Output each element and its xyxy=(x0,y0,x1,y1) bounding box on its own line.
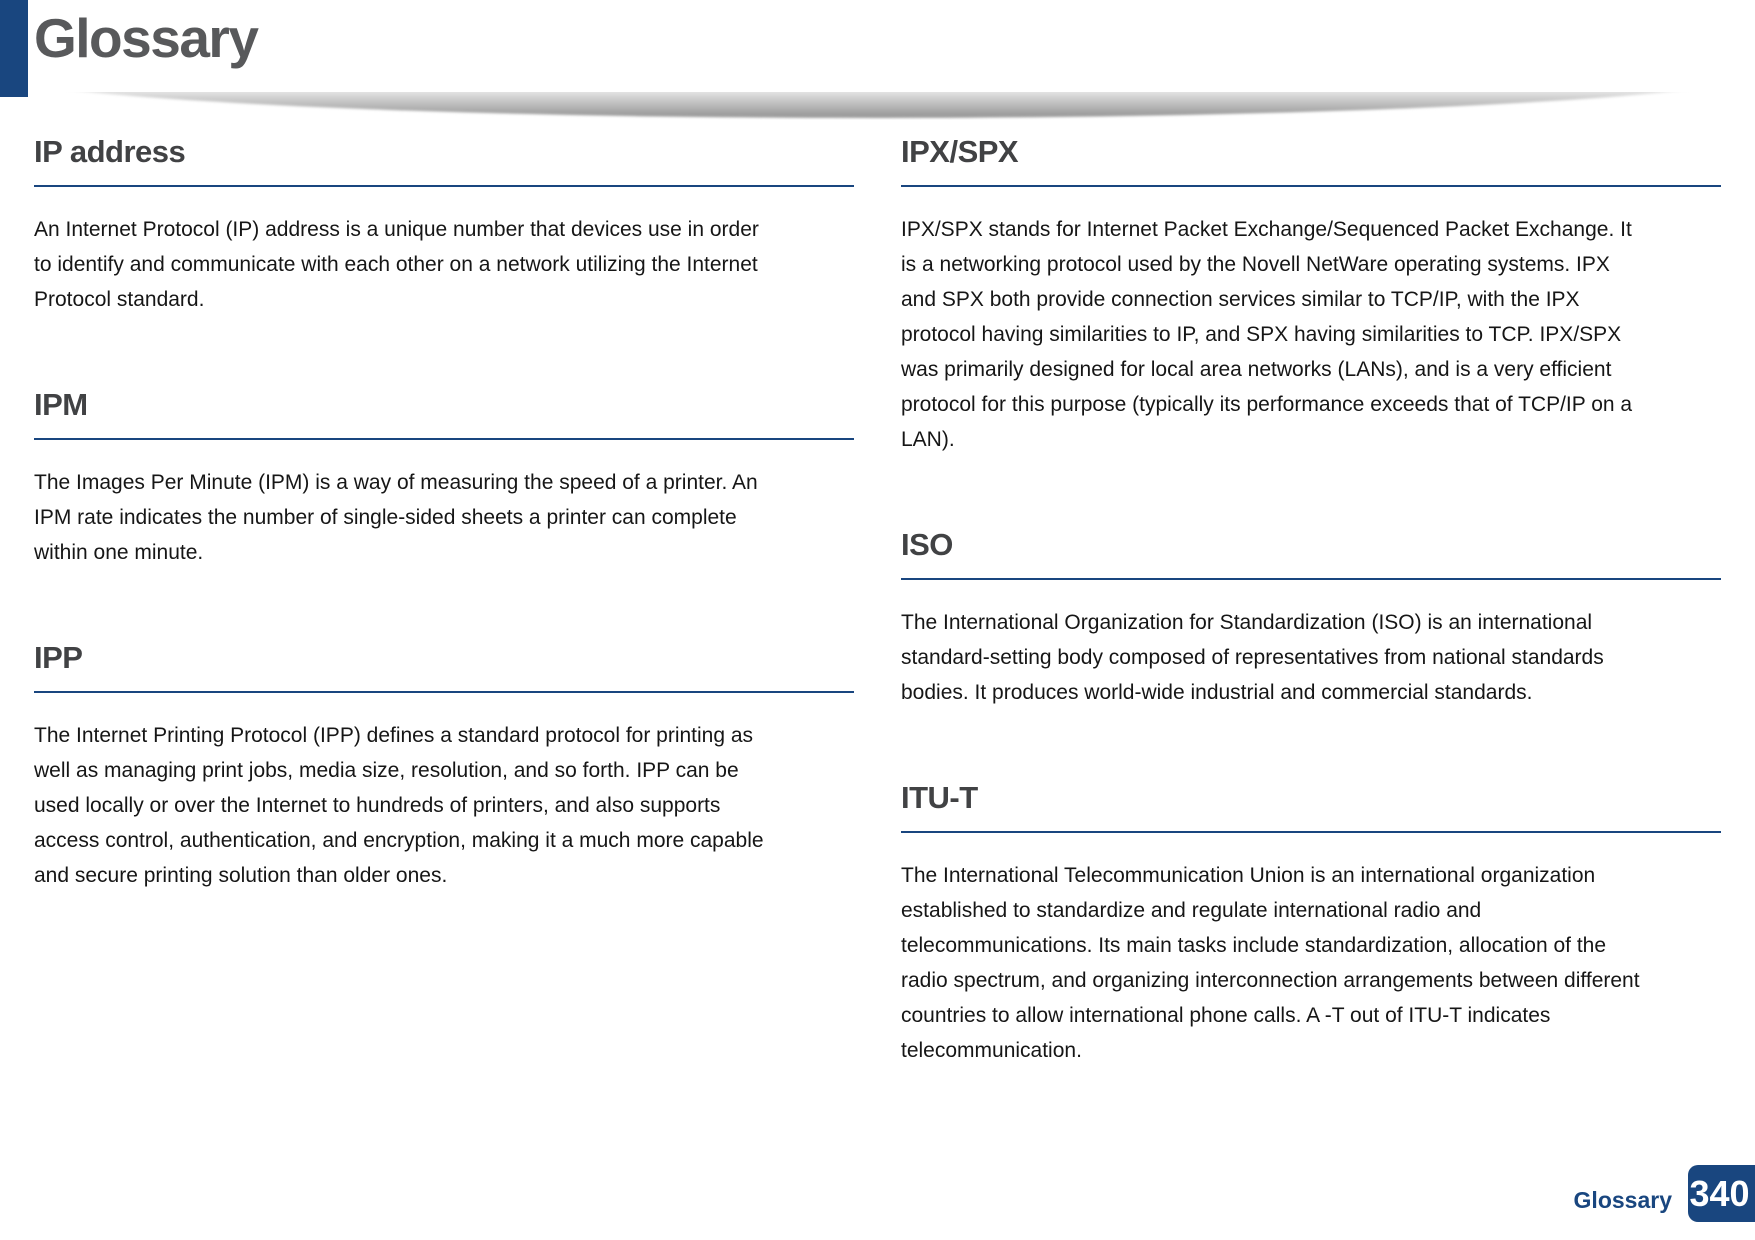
header-swoosh xyxy=(0,92,1755,120)
term-definition: IPX/SPX stands for Internet Packet Exchange/Sequenced Packet Exchange. It is a networking protocol used by the Novell NetWare operating systems. IPX and SPX both provide connection services similar to TCP/IP, with the IPX protocol having similarities to IP, and SPX having similarities to TCP. IPX/SPX was primarily designed for local area networks (LANs), and is a very efficient protocol for this purpose (typically its performance exceeds that of TCP/IP on a LAN). xyxy=(901,218,1633,451)
term-definition: The International Telecommunication Union is an international organization established to standardize and regulate international radio and telecommunications. Its main tasks include standardization, allocation of the radio spectrum, and organizing interconnection arrangements between different countries to allow international phone calls. A -T out of ITU-T indicates telecommunication. xyxy=(901,864,1640,1062)
glossary-content xyxy=(0,120,1755,1068)
term-heading: IPX/SPX xyxy=(901,134,1019,169)
glossary-entry-itu-t xyxy=(901,780,1721,1068)
page-number-badge xyxy=(1688,1165,1755,1222)
page-header xyxy=(0,0,1755,120)
term-heading: ISO xyxy=(901,527,953,562)
term-definition: An Internet Protocol (IP) address is a unique number that devices use in order to identify and communicate with each other on a network utilizing the Internet Protocol standard. xyxy=(34,218,759,311)
term-definition: The Internet Printing Protocol (IPP) defines a standard protocol for printing as well as managing print jobs, media size, resolution, and so forth. IPP can be used locally or over the Internet to hundreds of printers, and also supports access control, authentication, and encryption, making it a much more capable and secure printing solution than older ones. xyxy=(34,724,764,887)
page-title: Glossary xyxy=(34,7,258,69)
term-heading: IPP xyxy=(34,640,83,675)
glossary-entry-ipm xyxy=(34,387,854,570)
term-rule xyxy=(34,185,854,187)
page-number: 340 xyxy=(1689,1172,1750,1214)
term-rule xyxy=(34,438,854,440)
term-heading: IP address xyxy=(34,134,186,169)
term-definition: The Images Per Minute (IPM) is a way of measuring the speed of a printer. An IPM rate indicates the number of single-sided sheets a printer can complete within one minute. xyxy=(34,471,758,564)
term-heading: IPM xyxy=(34,387,88,422)
term-definition: The International Organization for Standardization (ISO) is an international standard-setting body composed of representatives from national standards bodies. It produces world-wide industrial and commercial standards. xyxy=(901,611,1604,704)
glossary-column-left xyxy=(34,134,854,1068)
term-rule xyxy=(901,578,1721,580)
term-rule xyxy=(34,691,854,693)
accent-bar xyxy=(0,0,28,97)
header-swoosh-gradient xyxy=(0,92,1755,118)
glossary-entry-iso xyxy=(901,527,1721,710)
footer-section-label: Glossary xyxy=(1573,1187,1672,1213)
glossary-entry-ipx-spx xyxy=(901,134,1721,457)
term-rule xyxy=(901,185,1721,187)
term-rule xyxy=(901,831,1721,833)
term-heading: ITU-T xyxy=(901,780,978,815)
glossary-entry-ip-address xyxy=(34,134,854,317)
glossary-entry-ipp xyxy=(34,640,854,893)
glossary-column-right xyxy=(901,134,1721,1068)
